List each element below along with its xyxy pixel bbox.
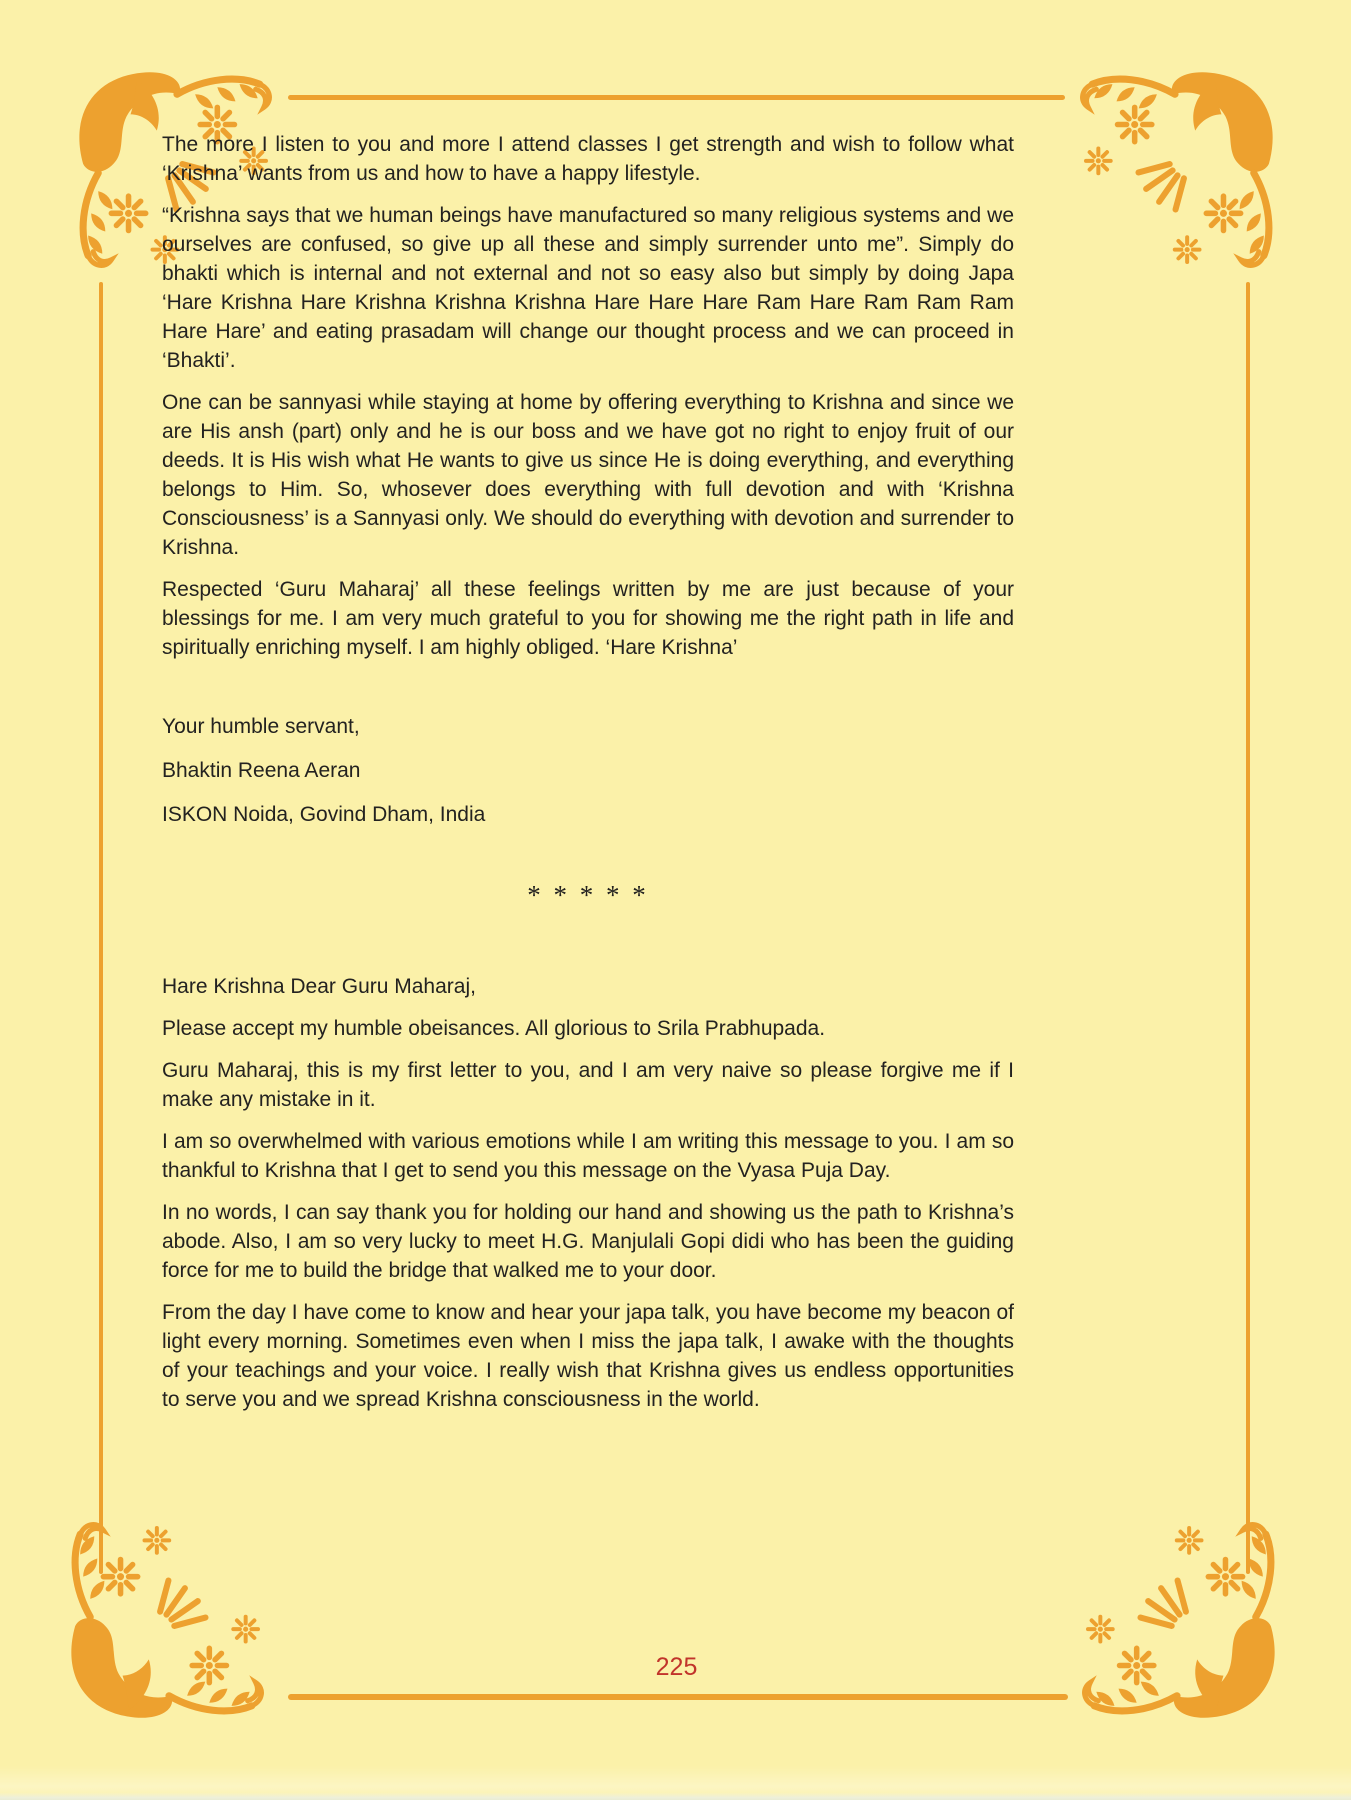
signature-closing: Your humble servant, (162, 715, 360, 738)
letter2-paragraph-2: Guru Maharaj, this is my first letter to you, and I am very naive so please forgive me if I make any mistake in it. (162, 1059, 1014, 1111)
letter2-paragraph-4: In no words, I can say thank you for holding our hand and showing us the path to Krishna’s abode. Also, I am so very lucky to meet H.G. Manjulali Gopi didi who has been the guiding force for me to build the bridge that walked me to your door. (162, 1201, 1014, 1282)
letter1-paragraph-1: The more I listen to you and more I attend classes I get strength and wish to follow what ‘Krishna’ wants from us and how to have a happy lifestyle. (162, 133, 1014, 185)
frame-line-left (99, 282, 103, 1574)
letter2-paragraph-3: I am so overwhelmed with various emotions while I am writing this message to you. I am so thankful to Krishna that I get to send you this message on the Vyasa Puja Day. (162, 1130, 1014, 1182)
signature-name: Bhaktin Reena Aeran (162, 759, 361, 782)
letter2-paragraph-5: From the day I have come to know and hear your japa talk, you have become my beacon of light every morning. Sometimes even when I miss the japa talk, I awake with the thoughts of your teachings and your voice. I really wish that Krishna gives us endless opportunities to serve you and we spread Krishna consciousness in the world. (162, 1301, 1014, 1411)
letter1-paragraph-2: “Krishna says that we human beings have manufactured so many religious systems and we ourselves are confused, so give up all these and simply surrender unto me”. Simply do bhakti which is internal and not external and not so easy also but simply by doing Japa ‘Hare Krishna Hare Krishna Krishna Krishna Hare Hare Hare Ram Hare Ram Ram Ram Hare Hare’ and eating prasadam will change our thought process and we can proceed in ‘Bhakti’. (162, 204, 1014, 372)
page-bottom-edge (0, 1766, 1351, 1800)
frame-line-right (1246, 282, 1250, 1574)
letter2-paragraph-1: Please accept my humble obeisances. All glorious to Srila Prabhupada. (162, 1017, 826, 1040)
letter1-paragraph-3: One can be sannyasi while staying at home by offering everything to Krishna and since we are His ansh (part) only and he is our boss and we have got no right to enjoy fruit of our deeds. It is His wish what He wants to give us since He is doing everything, and everything belongs to Him. So, whosever does everything with full devotion and with ‘Krishna Consciousness’ is a Sannyasi only. We should do everything with devotion and surrender to Krishna. (162, 391, 1014, 559)
section-separator: * * * * * (527, 880, 649, 910)
corner-ornament-bottom-right-icon (1062, 1502, 1284, 1724)
page-content (162, 130, 1014, 1427)
corner-ornament-top-right-icon (1060, 66, 1282, 288)
letter1-paragraph-4: Respected ‘Guru Maharaj’ all these feelings written by me are just because of your blessings for me. I am very much grateful to you for showing me the right path in life and spiritually enriching myself. I am highly obliged. ‘Hare Krishna’ (162, 578, 1014, 659)
page-number: 225 (655, 1653, 698, 1681)
letter2-salutation: Hare Krishna Dear Guru Maharaj, (162, 975, 476, 998)
signature-address: ISKON Noida, Govind Dham, India (162, 803, 486, 826)
frame-line-bottom (288, 1694, 1068, 1700)
corner-ornament-bottom-left-icon (62, 1502, 284, 1724)
frame-line-top (288, 95, 1065, 100)
